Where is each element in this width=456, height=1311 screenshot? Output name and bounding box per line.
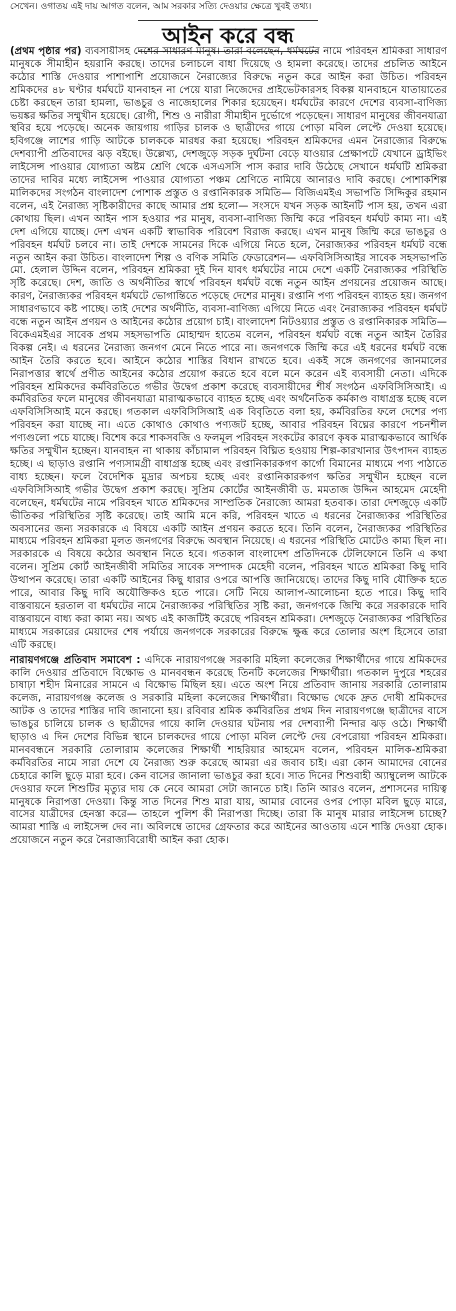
- section-heading: নারায়ণগঞ্জে প্রতিবাদ সমাবেশ :: [10, 654, 141, 666]
- paragraph-2-text: এদিকে নারায়ণগঞ্জে সরকারি মহিলা কলেজের শিক্ষার্থীদের গায়ে শ্রমিকদের কালি দেওয়ার প্রতিবাদে বিক্ষোভ ও মানববন্ধন করেছে তিনটি কলেজের শিক্ষার্থীরা। গতকাল দুপুরে শহরের চাষাঢ়া শহীদ মিনারের সামনে এ বিক্ষোভ মিছিল হয়। এতে অংশ নিয়ে প্রতিবাদ জানায় সরকারি তোলারাম কলেজ, নারায়ণগঞ্জ কলেজ ও সরকারি মহিলা কলেজের শিক্ষার্থীরা। বিক্ষোভ থেকে দ্রুত দোষী শ্রমিকদের আটক ও তাদের শাস্তির দাবি জানানো হয়। রবিবার শ্রমিক কর্মবিরতির প্রথম দিন নারায়ণগঞ্জে ছাত্রীদের বাসে ভাঙচুর চালিয়ে চালক ও ছাত্রীদের গায়ে কালি দেওয়ার ঘটনায় পর দেশব্যাপী নিন্দার ঝড় ওঠে। শিক্ষার্থী ছাড়াও এ দিন দেশের বিভিন্ন স্থানে চালকদের গায়ে পোড়া মবিল লেপ্টে দেয় বেপরোয়া পরিবহন শ্রমিকরা। মানববন্ধনে সরকারি তোলারাম কলেজের শিক্ষার্থী শাহরিয়ার আহমেদ বলেন, পরিবহন মালিক-শ্রমিকরা কর্মবিরতির নামে সারা দেশে যে নৈরাজ্য শুরু করেছে আমরা এর জবাব চাই। এরা কোন আমাদের বোনের চেহারে কালি ছুড়ে মারা হবে। কেন বাসের জানালা ভাঙচুর করা হবে। সাত দিনের শিশুবাহী অ্যাম্বুলেন্স আটকে দেওয়ার ফলে শিশুটির মৃত্যুর দায় কে নেবে আমরা সেটা জানতে চাই। তিনি আরও বলেন, প্রশাসনের দায়িত্ব মানুষকে নিরাপত্তা দেওয়া। কিন্তু সাত দিনের শিশু মারা যায়, আমার বোনের ওপর পোড়া মবিল ছুড়ে মারে, বাসের যাত্রীদের হেনস্তা করে— তাহলে পুলিশ কী নিরাপত্তা দিচ্ছে। তারা কি মানুষ মারার লাইসেন্স চাচ্ছে? আমরা শাস্তি এ লাইসেন্স দেব না। অবিলম্বে তাদের গ্রেফতার করে আইনের আওতায় এনে শাস্তি দেওয়া হোক। প্রয়োজনে নতুন করে নৈরাজ্যবিরোধী আইন করা হোক।: [10, 654, 447, 847]
- headline: আইন করে বন্ধ: [138, 20, 318, 52]
- continuation-tag: (প্রথম পৃষ্ঠার পর): [10, 46, 82, 57]
- article-paragraph-2: [10, 655, 447, 849]
- paragraph-1-text: ব্যবসায়ীসহ দেশের সাধারণ মানুষ। তারা বলেছেন, ধর্মঘটের নামে পরিবহন শ্রমিকরা সাধারণ মানুষকে সীমাহীন হয়রানি করছে। তাদের চলাচলে বাধা দিয়েছে ও হামলা করেছে। তাদের প্রচলিত আইনে কঠোর শাস্তি দেওয়ার পাশাপাশি প্রয়োজনে নৈরাজ্যের বিরুদ্ধে নতুন করে আইন করা উচিত। পরিবহন শ্রমিকদের ৪৮ ঘণ্টার ধর্মঘটে যানবাহন না পেয়ে যারা নিজেদের প্রাইভেটকারসহ বিকল্প যানবাহনে যাতায়াতের চেষ্টা করছেন তারা হামলা, ভাঙচুর ও নাজেহালের শিকার হয়েছেন। ধর্মঘটের কারণে দেশের ব্যবসা-বাণিজ্য ভয়ঙ্কর ক্ষতির সম্মুখীন হয়েছে। রোগী, শিশু ও নারীরা সীমাহীন দুর্ভোগে পড়েছেন। সাধারণ মানুষের জীবনযাত্রা স্থবির হয়ে পড়েছে। অনেক জায়গায় গাড়ির চালক ও ছাত্রীদের গায়ে পোড়া মবিল লেপ্টে দেওয়া হয়েছে। হবিগঞ্জে লাশের গাড়ি আটকে চালককে মারধর করা হয়েছে। পরিবহন শ্রমিকদের এমন নৈরাজ্যের বিরুদ্ধে দেশব্যাপী প্রতিবাদের ঝড় বইছে। উল্লেখ্য, দেশজুড়ে সড়ক দুর্ঘটনা বেড়ে যাওয়ার প্রেক্ষাপটে যেখানে ড্রাইভিং লাইসেন্স পাওয়ার যোগ্যতা অষ্টম শ্রেণি থেকে এসএসসি পাস করার দাবি উঠেছে সেখানে ধর্মঘটি শ্রমিকরা তাদের দাবির মধ্যে লাইসেন্স পাওয়ার যোগ্যতা পঞ্চম শ্রেণিতে নামিয়ে আনারও দাবি করছে। পোশাকশিল্প মালিকদের সংগঠন বাংলাদেশ পোশাক প্রস্তুত ও রপ্তানিকারক সমিতি— বিজিএমইএ সভাপতি সিদ্দিকুর রহমান বলেন, এই নৈরাজ্য সৃষ্টিকারীদের কাছে আমার প্রশ্ন হলো— সংসদে যখন সড়ক আইনটি পাস হয়, তখন এরা কোথায় ছিল। এখন আইন পাস হওয়ার পর মানুষ, ব্যবসা-বাণিজ্য জিম্মি করে পরিবহন ধর্মঘট কাম্য না। এই দেশ এগিয়ে যাচ্ছে। দেশ এখন একটি স্বাভাবিক পরিবেশ বিরাজ করছে। এখন মানুষ জিম্মি করে ভাঙচুর ও পরিবহন ধর্মঘট চলবে না। তাই দেশকে সামনের দিকে এগিয়ে নিতে হলে, নৈরাজ্যকর পরিবহন ধর্মঘট বন্ধে নতুন আইন করা উচিত। বাংলাদেশ শিল্প ও বণিক সমিতি ফেডারেশন— এফবিসিসিআইর সাবেক সহসভাপতি মো. হেলাল উদ্দিন বলেন, পরিবহন শ্রমিকরা দুই দিন যাবৎ ধর্মঘটের নামে দেশে একটি নৈরাজ্যকর পরিস্থিতি সৃষ্টি করেছে। দেশ, জাতি ও অর্থনীতির স্বার্থে পরিবহন ধর্মঘট বন্ধে নতুন আইন প্রণয়নের প্রয়োজন আছে। কারণ, নৈরাজ্যকর পরিবহন ধর্মঘটে ভোগান্তিতে পড়েছে দেশের মানুষ। রপ্তানি পণ্য পরিবহন ব্যাহত হয়। জনগণ সাধারণভাবে কষ্ট পাচ্ছে। তাই দেশের অর্থনীতি, ব্যবসা-বাণিজ্য এগিয়ে নিতে এবং নৈরাজ্যকর পরিবহন ধর্মঘট বন্ধে নতুন আইন প্রণয়ন ও আইনের কঠোর প্রয়োগ চাই। বাংলাদেশ নিটওয়্যার প্রস্তুত ও রপ্তানিকারক সমিতি— বিকেএমইএর সাবেক প্রথম সহসভাপতি মোহাম্মদ হাতেম বলেন, পরিবহন ধর্মঘট বন্ধে নতুন আইন তৈরির বিকল্প নেই। এ ধরনের নৈরাজ্য জনগণ মেনে নিতে পারে না। জনগণকে জিম্মি করে এই ধরনের ধর্মঘট বন্ধে আইন তৈরি করতে হবে। আইনে কঠোর শাস্তির বিধান রাখতে হবে। একই সঙ্গে জনগণের জানমালের নিরাপত্তার স্বার্থে প্রণীত আইনের কঠোর প্রয়োগ করতে হবে বলে মনে করেন এই ব্যবসায়ী নেতা। এদিকে পরিবহন শ্রমিকদের কর্মবিরতিতে গভীর উদ্বেগ প্রকাশ করেছে ব্যবসায়ীদের শীর্ষ সংগঠন এফবিসিসিআই। এ কর্মবিরতির ফলে মানুষের জীবনযাত্রা মারাত্মকভাবে ব্যাহত হচ্ছে এবং অর্থনৈতিক কর্মকাণ্ড বাধাগ্রস্ত হচ্ছে বলে এফবিসিসিআই মনে করছে। গতকাল এফবিসিসিআই এক বিবৃতিতে বলা হয়, কর্মবিরতির ফলে দেশের পণ্য পরিবহন করা যাচ্ছে না। এতে কোথাও কোথাও পণ্যজট হচ্ছে, আবার পরিবহন বিঘ্নের কারণে পচনশীল পণ্যগুলো পচে যাচ্ছে। বিশেষ করে শাকসবজি ও ফলমূল পরিবহন সংকটের কারণে কৃষক মারাত্মকভাবে আর্থিক ক্ষতির সম্মুখীন হচ্ছেন। যানবাহন না থাকায় কাঁচামাল পরিবহন বিঘ্নিত হওয়ায় শিল্প-কারখানার উৎপাদন ব্যাহত হচ্ছে। এ ছাড়াও রপ্তানি পণ্যসামগ্রী বাধাগ্রস্ত হচ্ছে এবং রপ্তানিকারকগণ কার্গো বিমানের মাধ্যমে পণ্য পাঠাতে বাধ্য হচ্ছেন। ফলে বৈদেশিক মুদ্রার অপচয় হচ্ছে এবং রপ্তানিকারকগণ ক্ষতির সম্মুখীন হচ্ছেন বলে এফবিসিসিআই গভীর উদ্বেগ প্রকাশ করছে। সুপ্রিম কোর্টের আইনজীবী ড. মমতাজ উদ্দিন আহমেদ মেহেদী বলেছেন, ধর্মঘটের নামে পরিবহন খাতে শ্রমিকদের সাম্প্রতিক নৈরাজ্যে আমরা হতবাক। তারা দেশজুড়ে একটি ভীতিকর পরিস্থিতির সৃষ্টি করেছে। তাই আমি মনে করি, পরিবহন খাতে এ ধরনের নৈরাজ্যকর পরিস্থিতির অবসানের জন্য সরকারকে এ বিষয়ে একটি আইন প্রণয়ন করতে হবে। তিনি বলেন, নৈরাজ্যকর পরিস্থিতির মাধ্যমে পরিবহন শ্রমিকরা মূলত জনগণের বিরুদ্ধে অবস্থান নিয়েছে। এ ধরনের পরিস্থিতি মোটেও কাম্য ছিল না। সরকারকে এ বিষয়ে কঠোর অবস্থান নিতে হবে। গতকাল বাংলাদেশ প্রতিদিনকে টেলিফোনে তিনি এ কথা বলেন। সুপ্রিম কোর্ট আইনজীবী সমিতির সাবেক সম্পাদক মেহেদী বলেন, পরিবহন খাতে শ্রমিকরা কিছু দাবি উত্থাপন করেছে। তারা একটি আইনের কিছু ধারার ওপরে আপত্তি জানিয়েছে। তাদের কিছু দাবি যৌক্তিক হতে পারে, আবার কিছু দাবি অযৌক্তিকও হতে পারে। সেটি নিয়ে আলাপ-আলোচনা হতে পারে। কিছু দাবি বাস্তবায়নে হরতাল বা ধর্মঘটের নামে নৈরাজ্যকর পরিস্থিতির সৃষ্টি করা, জনগণকে জিম্মি করে সরকারকে দাবি বাস্তবায়নে বাধ্য করা কাম্য নয়। অথচ এই কাজটিই করেছে পরিবহন শ্রমিকরা। দেশজুড়ে নৈরাজ্যকর পরিস্থিতির মাধ্যমে সরকারের মেয়াদের শেষ পর্যায়ে জনগণকে সরকারের বিরুদ্ধে ক্ষুব্ধ করে তোলার অংশ হিসেবে তারা এটি করছে।: [10, 46, 447, 651]
- previous-article-snippet: সেখেন। ওগাতয় এই দায় আগত বলেন, আম সরকার সত্যি দেওয়ার ক্ষেত্রে খুবই তথ্য।: [10, 2, 312, 12]
- article-paragraph-1: [10, 46, 447, 653]
- article-body: [10, 46, 447, 1309]
